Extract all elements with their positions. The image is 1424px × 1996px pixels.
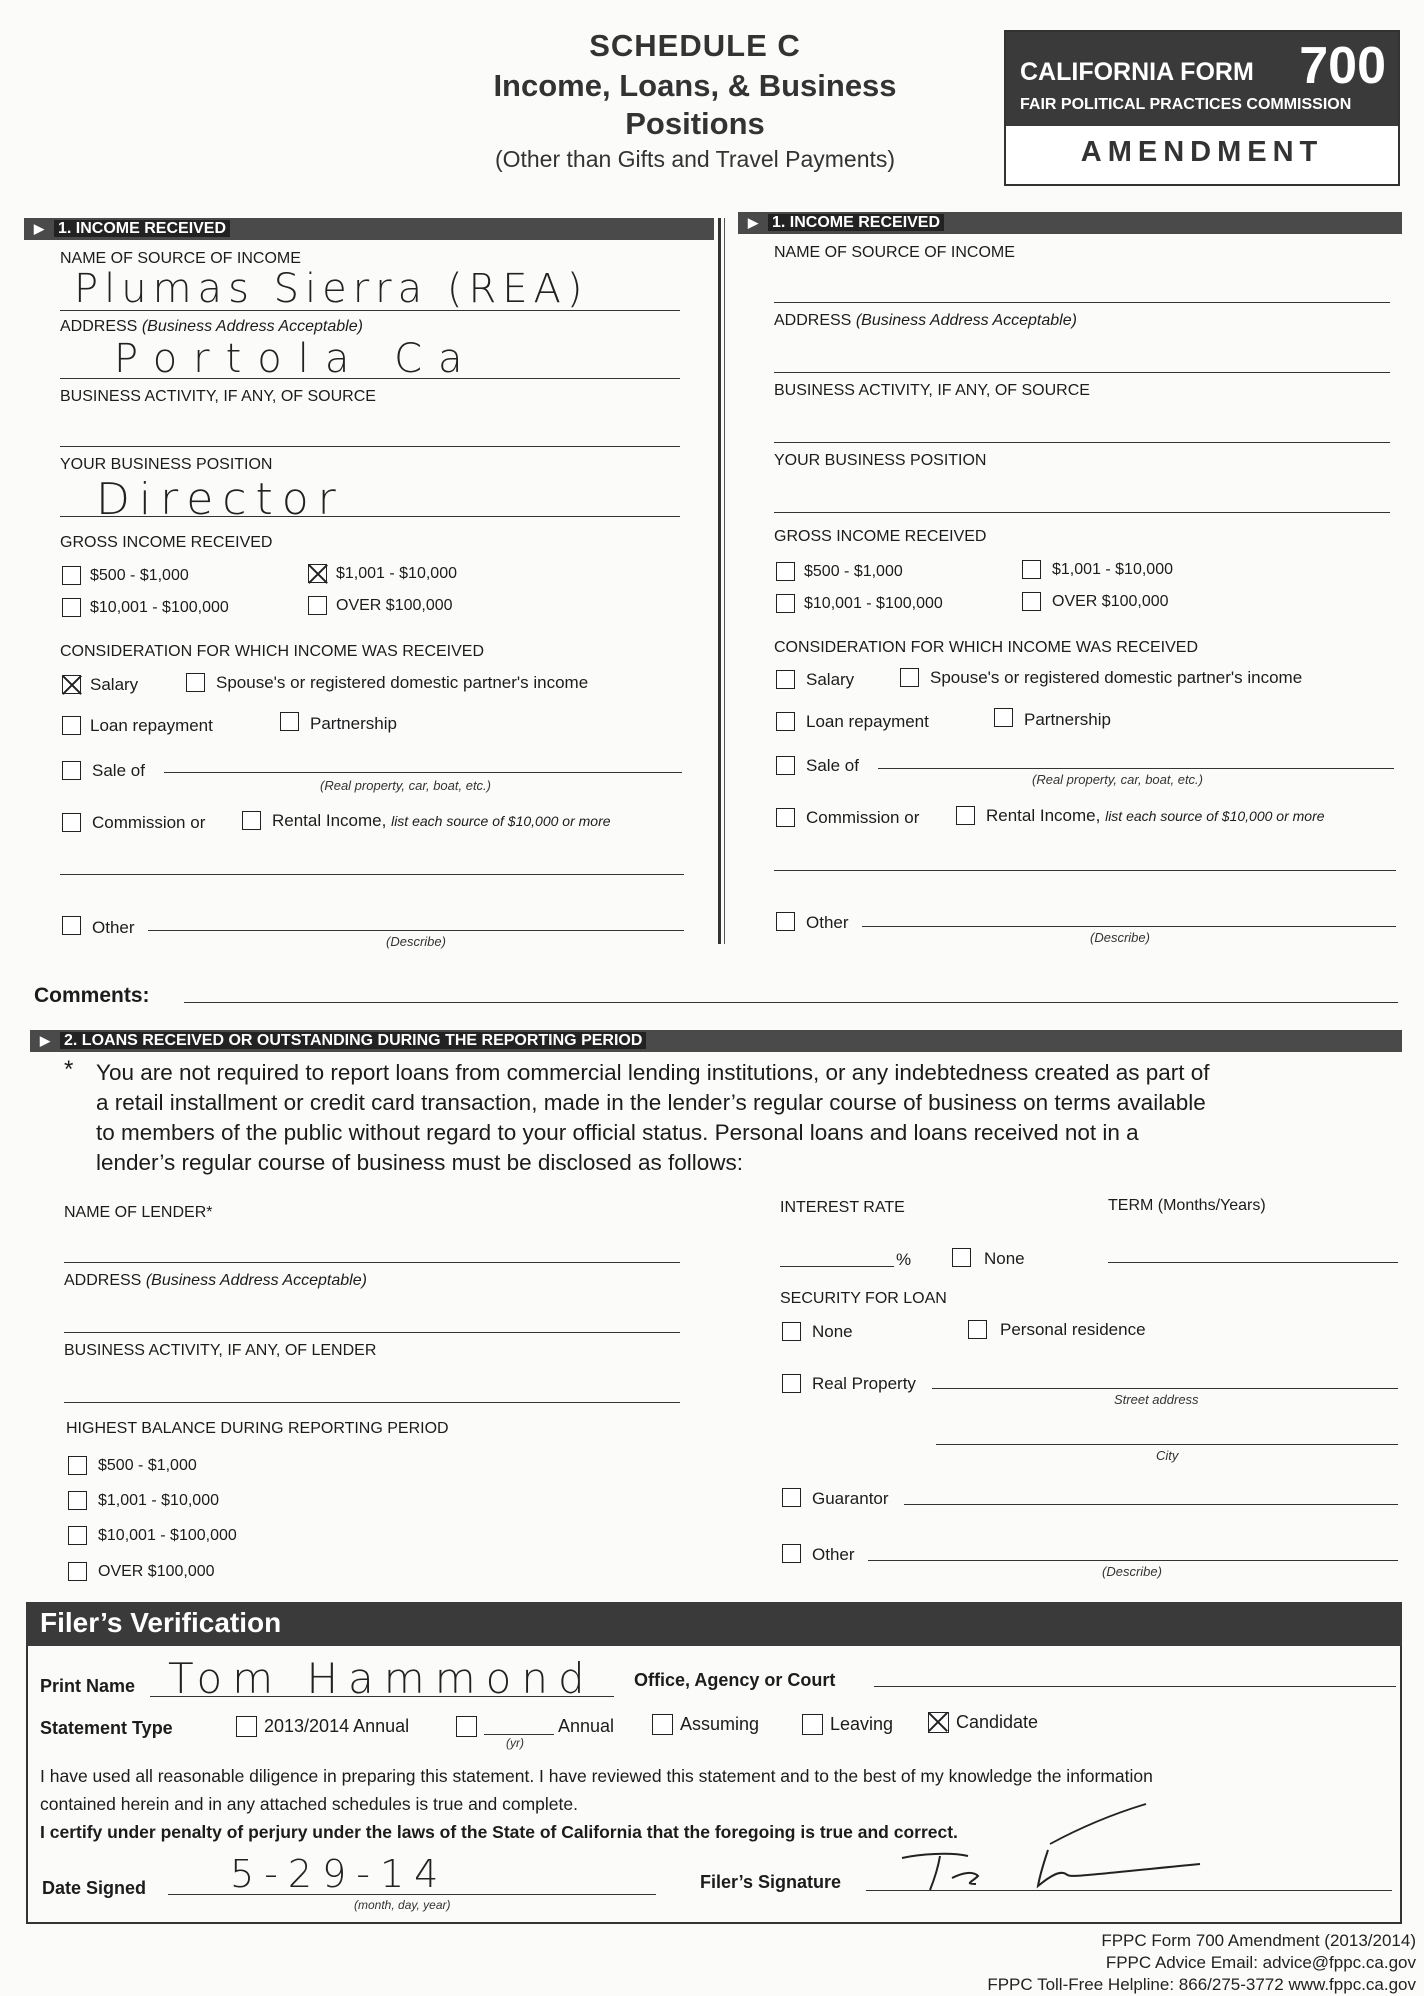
- personal-residence-checkbox[interactable]: [968, 1320, 987, 1339]
- assuming-label: Assuming: [680, 1714, 760, 1734]
- annual-2013-label: 2013/2014 Annual: [264, 1716, 410, 1736]
- assuming-checkbox[interactable]: [652, 1714, 673, 1735]
- left-range4-checkbox[interactable]: [308, 596, 327, 615]
- left-sale-note: (Real property, car, boat, etc.): [320, 778, 491, 793]
- interest-rate-label: INTEREST RATE: [780, 1199, 905, 1216]
- interest-none-checkbox[interactable]: [952, 1248, 971, 1267]
- form-badge-dark: [1006, 32, 1398, 126]
- statement-type-label: Statement Type: [40, 1718, 173, 1738]
- print-name-line: [150, 1696, 614, 1697]
- interest-none-label: None: [984, 1249, 1025, 1268]
- left-other-label: Other: [92, 918, 135, 937]
- real-property-label: Real Property: [812, 1374, 916, 1393]
- right-spouse-checkbox[interactable]: [900, 668, 919, 687]
- guarantor-line[interactable]: [904, 1504, 1398, 1505]
- loans-note-line4: lender’s regular course of business must be disclosed as follows:: [96, 1150, 743, 1175]
- loans-note-line3: to members of the public without regard to your official status. Personal loans and loans received not in a: [96, 1120, 1139, 1145]
- right-range3-label: $10,001 - $100,000: [804, 595, 943, 612]
- income-section-bar-right: [738, 212, 1402, 234]
- right-business-activity-label: BUSINESS ACTIVITY, IF ANY, OF SOURCE: [774, 382, 1090, 399]
- leaving-checkbox[interactable]: [802, 1714, 823, 1735]
- form-title-line2: Positions: [625, 106, 765, 141]
- date-handwritten[interactable]: 5-29-14: [230, 1852, 449, 1896]
- position-line: [60, 516, 680, 517]
- business-activity-label: BUSINESS ACTIVITY, IF ANY, OF SOURCE: [60, 388, 376, 405]
- right-commission-checkbox[interactable]: [776, 808, 795, 827]
- form-title-line1: Income, Loans, & Business: [493, 68, 897, 103]
- loan-describe-note: (Describe): [1102, 1564, 1162, 1579]
- right-loan-repayment-checkbox[interactable]: [776, 712, 795, 731]
- schedule-label: SCHEDULE C: [589, 28, 801, 63]
- balance1-label: $500 - $1,000: [98, 1457, 197, 1474]
- right-address-label-block: [774, 312, 1077, 330]
- lender-address-label: ADDRESS: [64, 1272, 142, 1289]
- loan-other-line[interactable]: [868, 1560, 1398, 1561]
- right-business-position-label: YOUR BUSINESS POSITION: [774, 452, 987, 469]
- diligence-line1: I have used all reasonable diligence in preparing this statement. I have reviewed this statement and to the best of my knowledge the information: [40, 1766, 1153, 1786]
- loans-note: [96, 1058, 1210, 1178]
- business-activity-line: [60, 446, 680, 447]
- certify-statement: I certify under penalty of perjury under the laws of the State of California that the foregoing is true and correct.: [40, 1822, 958, 1842]
- column-divider: [718, 218, 721, 944]
- lender-name-line[interactable]: [64, 1262, 680, 1263]
- right-rental-note: list each source of $10,000 or more: [1105, 808, 1325, 824]
- loans-note-line1: You are not required to report loans from commercial lending institutions, or any indebtedness created as part of: [96, 1060, 1210, 1085]
- verification-title: Filer’s Verification: [40, 1607, 282, 1638]
- footer-email: FPPC Advice Email: advice@fppc.ca.gov: [1105, 1953, 1416, 1972]
- right-partnership-checkbox[interactable]: [994, 708, 1013, 727]
- candidate-checkbox[interactable]: [928, 1712, 949, 1733]
- print-name-handwritten[interactable]: Tom Hammond: [168, 1654, 595, 1703]
- address-handwritten[interactable]: Portola Ca: [114, 336, 479, 382]
- right-sale-of-line: [878, 768, 1394, 769]
- left-rental-note: list each source of $10,000 or more: [391, 813, 611, 829]
- left-describe-note: (Describe): [386, 934, 446, 949]
- address-note: (Business Address Acceptable): [141, 318, 363, 335]
- gross-income-label: GROSS INCOME RECEIVED: [60, 534, 273, 551]
- name-of-lender-label: NAME OF LENDER*: [64, 1204, 213, 1221]
- left-rental-block: [272, 811, 611, 831]
- address-line: [60, 378, 680, 379]
- office-line[interactable]: [874, 1686, 1396, 1687]
- left-commission-checkbox[interactable]: [62, 813, 81, 832]
- left-salary-checkbox[interactable]: [62, 675, 81, 694]
- comments-label: Comments:: [34, 984, 150, 1007]
- verification-header: [26, 1602, 1402, 1646]
- signature-label: Filer’s Signature: [700, 1872, 842, 1892]
- footer-form: FPPC Form 700 Amendment (2013/2014): [1101, 1931, 1416, 1950]
- real-property-checkbox[interactable]: [782, 1374, 801, 1393]
- loan-other-label: Other: [812, 1545, 855, 1564]
- left-partnership-label: Partnership: [310, 714, 397, 733]
- left-rental-label: Rental Income,: [272, 811, 387, 830]
- office-label: Office, Agency or Court: [634, 1670, 836, 1690]
- right-salary-label: Salary: [806, 670, 855, 689]
- left-other-line: [148, 930, 684, 931]
- left-range2-label: $1,001 - $10,000: [336, 565, 457, 582]
- diligence-line2: contained herein and in any attached schedules is true and complete.: [40, 1794, 578, 1814]
- left-sale-of-label: Sale of: [92, 761, 145, 780]
- right-spouse-label: Spouse's or registered domestic partner's income: [930, 668, 1303, 687]
- right-business-activity-line: [774, 442, 1390, 443]
- left-rental-line: [60, 874, 684, 875]
- loans-section-bar: [30, 1030, 1402, 1052]
- left-commission-label: Commission or: [92, 813, 206, 832]
- left-partnership-checkbox[interactable]: [280, 712, 299, 731]
- date-line: [168, 1894, 656, 1895]
- term-label: TERM (Months/Years): [1108, 1197, 1266, 1214]
- left-range3-label: $10,001 - $100,000: [90, 599, 229, 616]
- city-note: City: [1156, 1448, 1179, 1463]
- interest-rate-line[interactable]: [780, 1266, 894, 1267]
- lender-business-activity-line[interactable]: [64, 1402, 680, 1403]
- lender-business-activity-label: BUSINESS ACTIVITY, IF ANY, OF LENDER: [64, 1342, 377, 1359]
- form-badge: [1004, 30, 1400, 186]
- triangle-icon: ▶: [40, 1033, 50, 1048]
- date-signed-label: Date Signed: [42, 1878, 147, 1898]
- candidate-label: Candidate: [956, 1712, 1039, 1732]
- guarantor-checkbox[interactable]: [782, 1488, 801, 1507]
- left-range2-checkbox[interactable]: [308, 564, 327, 583]
- amendment-label: AMENDMENT: [1080, 136, 1324, 168]
- left-spouse-label: Spouse's or registered domestic partner's income: [216, 673, 589, 692]
- right-range4-checkbox[interactable]: [1022, 592, 1041, 611]
- loan-other-checkbox[interactable]: [782, 1544, 801, 1563]
- right-other-label: Other: [806, 913, 849, 932]
- street-address-note: Street address: [1114, 1392, 1199, 1407]
- annual-2013-checkbox[interactable]: [236, 1716, 257, 1737]
- balance4-checkbox[interactable]: [68, 1562, 87, 1581]
- form-subtitle: (Other than Gifts and Travel Payments): [494, 146, 896, 172]
- street-address-line[interactable]: [932, 1388, 1398, 1389]
- right-other-line: [862, 926, 1396, 927]
- right-range3-checkbox[interactable]: [776, 594, 795, 613]
- diligence-paragraph: [40, 1762, 1153, 1818]
- right-address-label: ADDRESS: [774, 312, 852, 329]
- consideration-label: CONSIDERATION FOR WHICH INCOME WAS RECEIVED: [60, 643, 485, 660]
- name-of-source-label: NAME OF SOURCE OF INCOME: [60, 250, 301, 267]
- term-line[interactable]: [1108, 1262, 1398, 1263]
- annual-yr-line[interactable]: [484, 1734, 554, 1735]
- balance3-checkbox[interactable]: [68, 1526, 87, 1545]
- right-address-note: (Business Address Acceptable): [855, 312, 1077, 329]
- right-sale-of-checkbox[interactable]: [776, 756, 795, 775]
- right-sale-note: (Real property, car, boat, etc.): [1032, 772, 1203, 787]
- left-spouse-checkbox[interactable]: [186, 673, 205, 692]
- left-other-checkbox[interactable]: [62, 916, 81, 935]
- lender-address-label-block: [64, 1272, 367, 1290]
- right-name-of-source-label: NAME OF SOURCE OF INCOME: [774, 244, 1015, 261]
- section-title: 1. INCOME RECEIVED: [768, 214, 944, 231]
- right-source-line: [774, 302, 1390, 303]
- right-position-line: [774, 512, 1390, 513]
- security-none-label: None: [812, 1322, 853, 1341]
- section-title: 1. INCOME RECEIVED: [54, 220, 230, 237]
- certify-pen-mark: [1046, 1800, 1156, 1850]
- percent-sign: %: [896, 1250, 912, 1269]
- left-range1-checkbox[interactable]: [62, 566, 81, 585]
- balance3-label: $10,001 - $100,000: [98, 1527, 237, 1544]
- right-range2-checkbox[interactable]: [1022, 560, 1041, 579]
- guarantor-label: Guarantor: [812, 1489, 889, 1508]
- security-label: SECURITY FOR LOAN: [780, 1290, 947, 1307]
- right-sale-of-label: Sale of: [806, 756, 859, 775]
- loans-title: 2. LOANS RECEIVED OR OUTSTANDING DURING THE REPORTING PERIOD: [60, 1032, 646, 1049]
- right-partnership-label: Partnership: [1024, 710, 1111, 729]
- date-note: (month, day, year): [354, 1898, 451, 1912]
- right-address-line: [774, 372, 1390, 373]
- right-rental-block: [986, 806, 1325, 826]
- right-other-checkbox[interactable]: [776, 912, 795, 931]
- right-commission-label: Commission or: [806, 808, 920, 827]
- annual-yr-checkbox[interactable]: [456, 1716, 477, 1737]
- right-rental-label: Rental Income,: [986, 806, 1101, 825]
- source-handwritten[interactable]: Plumas Sierra (REA): [74, 266, 589, 312]
- form-name: CALIFORNIA FORM: [1020, 58, 1254, 86]
- lender-address-line[interactable]: [64, 1332, 680, 1333]
- position-handwritten[interactable]: Director: [96, 474, 345, 525]
- left-range1-label: $500 - $1,000: [90, 567, 189, 584]
- right-consideration-label: CONSIDERATION FOR WHICH INCOME WAS RECEIVED: [774, 639, 1199, 656]
- footer-helpline: FPPC Toll-Free Helpline: 866/275-3772 www.fppc.ca.gov: [987, 1975, 1416, 1994]
- right-rental-checkbox[interactable]: [956, 806, 975, 825]
- address-label-block: [60, 318, 363, 336]
- source-line: [60, 310, 680, 311]
- left-range3-checkbox[interactable]: [62, 598, 81, 617]
- annual-label: Annual: [558, 1716, 615, 1736]
- right-rental-line: [774, 870, 1396, 871]
- right-range4-label: OVER $100,000: [1052, 593, 1169, 610]
- balance2-label: $1,001 - $10,000: [98, 1492, 219, 1509]
- personal-residence-label: Personal residence: [1000, 1320, 1146, 1339]
- column-divider-inner: [724, 218, 725, 944]
- address-label: ADDRESS: [60, 318, 138, 335]
- left-sale-of-checkbox[interactable]: [62, 761, 81, 780]
- right-range1-label: $500 - $1,000: [804, 563, 903, 580]
- left-sale-of-line: [164, 772, 682, 773]
- balance4-label: OVER $100,000: [98, 1563, 215, 1580]
- highest-balance-label: HIGHEST BALANCE DURING REPORTING PERIOD: [66, 1420, 449, 1437]
- lender-address-note: (Business Address Acceptable): [145, 1272, 367, 1289]
- yr-note: (yr): [506, 1736, 524, 1750]
- security-none-checkbox[interactable]: [782, 1322, 801, 1341]
- balance2-checkbox[interactable]: [68, 1491, 87, 1510]
- triangle-icon: ▶: [34, 221, 44, 236]
- income-section-bar-left: [24, 218, 714, 240]
- left-range4-label: OVER $100,000: [336, 597, 453, 614]
- left-rental-checkbox[interactable]: [242, 811, 261, 830]
- right-gross-income-label: GROSS INCOME RECEIVED: [774, 528, 987, 545]
- footer: [987, 1930, 1416, 1996]
- balance1-checkbox[interactable]: [68, 1456, 87, 1475]
- triangle-icon: ▶: [748, 215, 758, 230]
- business-position-label: YOUR BUSINESS POSITION: [60, 456, 273, 473]
- filer-signature[interactable]: [880, 1840, 1210, 1900]
- right-loan-repayment-label: Loan repayment: [806, 712, 929, 731]
- left-loan-repayment-label: Loan repayment: [90, 716, 213, 735]
- print-name-label: Print Name: [40, 1676, 136, 1696]
- left-salary-label: Salary: [90, 675, 139, 694]
- commission-name: FAIR POLITICAL PRACTICES COMMISSION: [1020, 96, 1352, 113]
- right-range2-label: $1,001 - $10,000: [1052, 561, 1173, 578]
- form-number: 700: [1299, 37, 1386, 95]
- right-salary-checkbox[interactable]: [776, 670, 795, 689]
- loans-asterisk: *: [64, 1056, 74, 1083]
- left-loan-repayment-checkbox[interactable]: [62, 716, 81, 735]
- loans-note-line2: a retail installment or credit card transaction, made in the lender’s regular course of business on terms available: [96, 1090, 1206, 1115]
- schedule-title-block: [430, 28, 960, 173]
- city-line[interactable]: [936, 1444, 1398, 1445]
- comments-line[interactable]: [184, 1002, 1398, 1003]
- right-range1-checkbox[interactable]: [776, 562, 795, 581]
- leaving-label: Leaving: [830, 1714, 894, 1734]
- right-describe-note: (Describe): [1090, 930, 1150, 945]
